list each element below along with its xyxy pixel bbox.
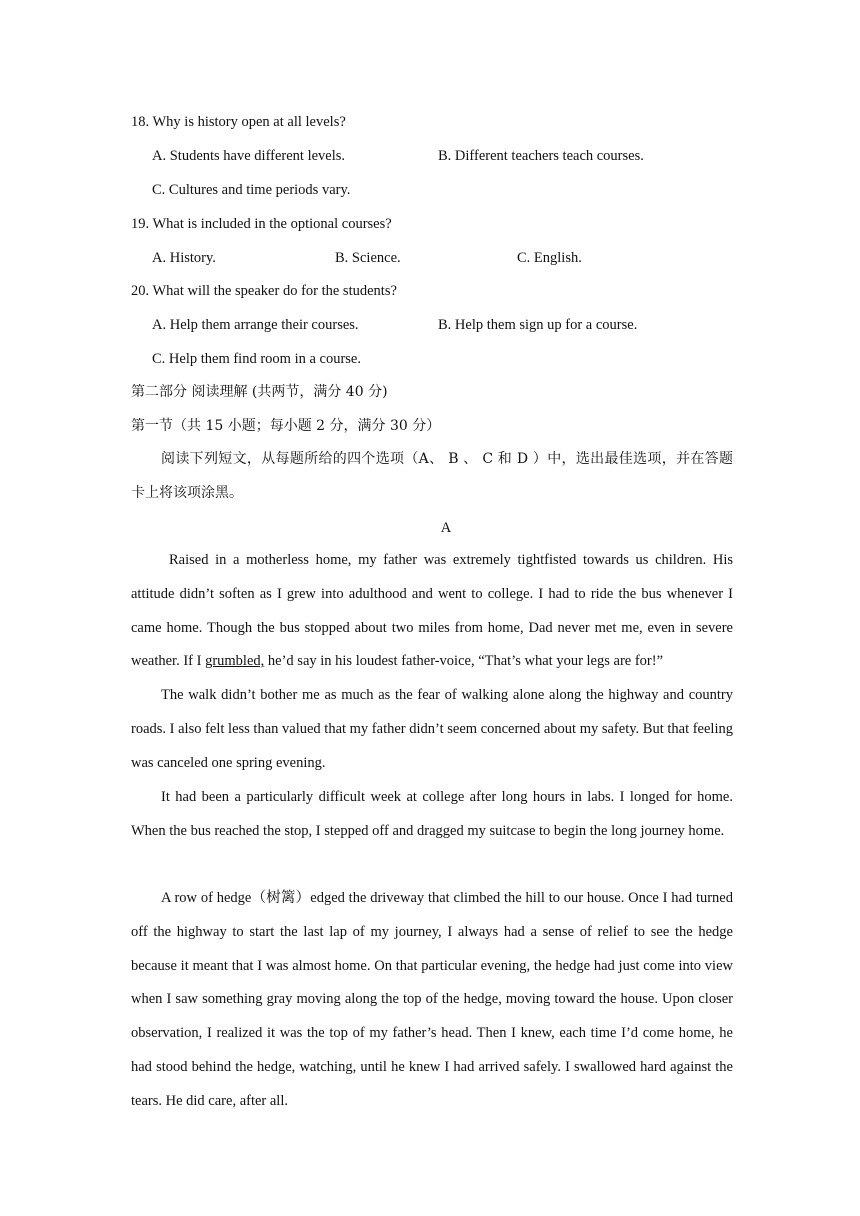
question-18-option-b: B. Different teachers teach courses. bbox=[438, 148, 644, 164]
passage-paragraph-4: A row of hedge（树篱）edged the driveway that climbed the hill to our house. Once I had turned off the highway to start the last lap of my journey, I always had a sense of relief to see the hedge because it meant that I was almost home. On that particular evening, the hedge had just come into view when I saw something gray moving along the top of the hedge, moving toward the house. Upon closer observation, I realized it was the top of my father’s head. Then I knew, each time I’d come home, he had stood behind the hedge, watching, until he knew I had arrived safely. I swallowed hard against the tears. He did care, after all. bbox=[131, 890, 733, 1109]
question-19-option-a: A. History. bbox=[152, 250, 216, 266]
question-19-stem: 19. What is included in the optional courses? bbox=[131, 216, 392, 232]
question-18-stem: 18. Why is history open at all levels? bbox=[131, 114, 346, 130]
passage-paragraph-3: It had been a particularly difficult week at college after long hours in labs. I longed for home. When the bus reached the stop, I stepped off and dragged my suitcase to begin the long journey home. bbox=[131, 789, 733, 839]
question-20-option-c: C. Help them find room in a course. bbox=[152, 351, 361, 367]
instruction-text: 阅读下列短文，从每题所给的四个选项（A、 B 、 C 和 D ）中，选出最佳选项，并在答题卡上将该项涂黑。 bbox=[131, 451, 733, 501]
passage-label: A bbox=[440, 520, 452, 536]
question-18-option-c: C. Cultures and time periods vary. bbox=[152, 182, 351, 198]
question-20-option-b: B. Help them sign up for a course. bbox=[438, 317, 638, 333]
passage-paragraph-2: The walk didn’t bother me as much as the fear of walking alone along the highway and country roads. I also felt less than valued that my father didn’t seem concerned about my safety. But that feeling was canceled one spring evening. bbox=[131, 687, 733, 771]
passage-paragraph-1 bbox=[131, 544, 733, 679]
underlined-word-grumbled: grumbled, bbox=[205, 653, 265, 670]
question-19-option-c: C. English. bbox=[517, 250, 582, 266]
question-20-option-a: A. Help them arrange their courses. bbox=[152, 317, 359, 333]
question-20-stem: 20. What will the speaker do for the students? bbox=[131, 283, 397, 299]
paragraph-1-text-before: Raised in a motherless home, my father was extremely tightfisted towards us children. His attitude didn’t soften as I grew into adulthood and went to college. I had to ride the bus whenever I came home. Though the bus stopped about two miles from home, Dad never met me, even in severe weather. If I bbox=[131, 552, 733, 670]
paragraph-1-text-after: he’d say in his loudest father-voice, “That’s what your legs are for!” bbox=[264, 653, 664, 670]
subsection-title: 第一节（共 15 小题；每小题 2 分，满分 30 分） bbox=[131, 418, 441, 434]
part-title: 第二部分 阅读理解 (共两节，满分 40 分) bbox=[131, 384, 388, 400]
question-18-option-a: A. Students have different levels. bbox=[152, 148, 346, 164]
question-19-option-b: B. Science. bbox=[335, 250, 401, 266]
